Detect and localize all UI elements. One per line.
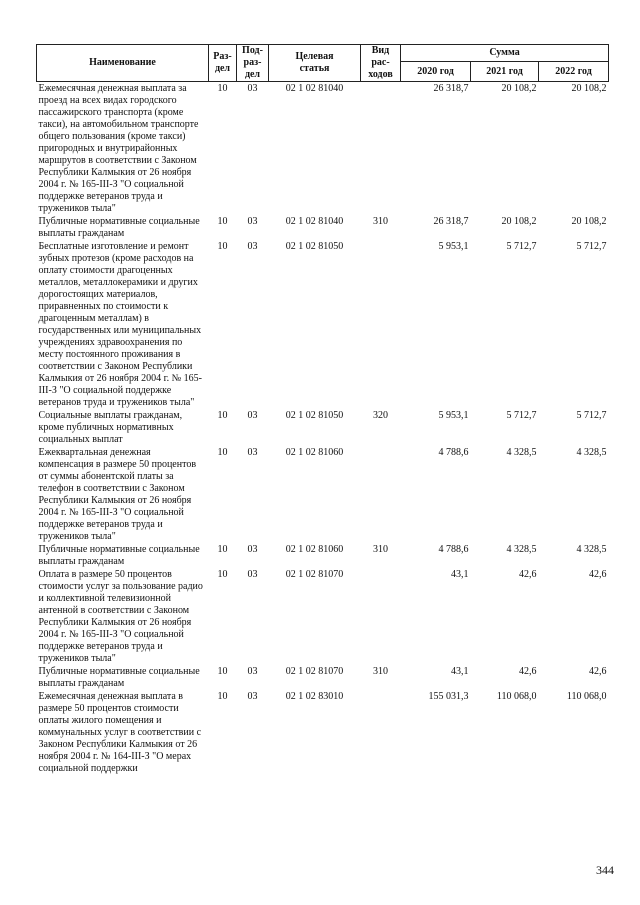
cell-podrazdel: 03 [247, 241, 258, 252]
table-row [37, 446, 609, 543]
cell-podrazdel: 03 [247, 691, 258, 702]
cell-vid [361, 568, 401, 665]
cell-2020: 5 953,1 [438, 241, 469, 252]
cell-vid: 310 [373, 544, 388, 555]
cell-podrazdel: 03 [247, 544, 258, 555]
cell-razdel: 10 [217, 447, 228, 458]
cell-target: 02 1 02 83010 [285, 691, 344, 702]
cell-name: Публичные нормативные социальные выплаты гражданам [38, 216, 200, 239]
table-row [37, 409, 609, 446]
cell-name: Ежемесячная денежная выплата в размере 50 процентов стоимости оплаты жилого помещения и коммунальных услуг в соответствии с Законом Республики Калмыкия от 26 ноября 2004 г. № 164-III-З "О мерах социальной поддержки [38, 691, 202, 774]
cell-2022: 42,6 [589, 666, 607, 677]
cell-razdel: 10 [217, 544, 228, 555]
cell-name: Социальные выплаты гражданам, кроме публичных нормативных социальных выплат [38, 410, 183, 445]
table-row [37, 543, 609, 568]
cell-vid: 310 [373, 666, 388, 677]
cell-target: 02 1 02 81040 [285, 216, 344, 227]
header-podrazdel: Под- раз- дел [237, 45, 269, 82]
header-name: Наименование [37, 45, 209, 82]
header-razdel: Раз- дел [209, 45, 237, 82]
cell-2022: 5 712,7 [576, 241, 607, 252]
cell-target: 02 1 02 81050 [285, 241, 344, 252]
cell-vid: 320 [373, 410, 388, 421]
cell-2021: 110 068,0 [496, 691, 537, 702]
cell-2021: 4 328,5 [506, 447, 537, 458]
cell-target: 02 1 02 81060 [285, 447, 344, 458]
cell-name: Публичные нормативные социальные выплаты гражданам [38, 666, 200, 689]
cell-razdel: 10 [217, 83, 228, 94]
cell-podrazdel: 03 [247, 666, 258, 677]
cell-target: 02 1 02 81070 [285, 569, 344, 580]
cell-razdel: 10 [217, 410, 228, 421]
cell-razdel: 10 [217, 666, 228, 677]
cell-2020: 4 788,6 [438, 447, 469, 458]
table-row [37, 82, 609, 216]
cell-razdel: 10 [217, 691, 228, 702]
cell-razdel: 10 [217, 241, 228, 252]
cell-target: 02 1 02 81040 [285, 83, 344, 94]
cell-name: Оплата в размере 50 процентов стоимости услуг за пользование радио и коллективной телевизионной антенной в соответствии с Законом Республики Калмыкия от 26 ноября 2004 г. № 165-III-З "О социальной поддержке ветеранов труда и тружеников тыла" [38, 569, 203, 664]
cell-name: Бесплатные изготовление и ремонт зубных протезов (кроме расходов на оплату стоимости драгоценных металлов, металлокерамики и других дорогостоящих материалов, приравненных по стоимости к драгоценным металлам) в государственных или муниципальных учреждениях здравоохранения по месту постоянного проживания в соответствии с Законом Республики Калмыкия от 26 ноября 2004 г. № 165-III-З "О социальной поддержке ветеранов труда и тружеников тыла" [38, 241, 202, 408]
cell-vid [361, 690, 401, 775]
cell-podrazdel: 03 [247, 216, 258, 227]
cell-2022: 5 712,7 [576, 410, 607, 421]
cell-name: Публичные нормативные социальные выплаты гражданам [38, 544, 200, 567]
cell-2020: 155 031,3 [428, 691, 469, 702]
cell-2020: 43,1 [451, 666, 469, 677]
cell-vid [361, 240, 401, 409]
cell-podrazdel: 03 [247, 569, 258, 580]
cell-2021: 5 712,7 [506, 241, 537, 252]
cell-2022: 4 328,5 [576, 447, 607, 458]
cell-2020: 26 318,7 [433, 83, 469, 94]
table-row [37, 690, 609, 775]
cell-name: Ежемесячная денежная выплата за проезд на всех видах городского пассажирского транспорта (кроме такси), на автомобильном транспорте общего пользования (кроме такси) пригородных и внутрирайонных маршрутов в соответствии с Законом Республики Калмыкия от 26 ноября 2004 г. № 165-III-З "О социальной поддержке ветеранов труда и тружеников тыла" [38, 83, 199, 214]
cell-razdel: 10 [217, 569, 228, 580]
budget-table [36, 44, 609, 775]
cell-2022: 42,6 [589, 569, 607, 580]
cell-name: Ежеквартальная денежная компенсация в размере 50 процентов от суммы абонентской платы за телефон в соответствии с Законом Республики Калмыкия от 26 ноября 2004 г. № 165-III-З "О социальной поддержке ветеранов труда и тружеников тыла" [38, 447, 197, 542]
cell-podrazdel: 03 [247, 447, 258, 458]
table-row [37, 240, 609, 409]
cell-2021: 20 108,2 [501, 216, 537, 227]
table-row [37, 215, 609, 240]
cell-2022: 20 108,2 [571, 83, 607, 94]
cell-2022: 20 108,2 [571, 216, 607, 227]
cell-podrazdel: 03 [247, 83, 258, 94]
header-2020: 2020 год [401, 62, 471, 82]
cell-2021: 5 712,7 [506, 410, 537, 421]
cell-2021: 4 328,5 [506, 544, 537, 555]
cell-target: 02 1 02 81070 [285, 666, 344, 677]
cell-2020: 4 788,6 [438, 544, 469, 555]
header-sum: Сумма [401, 45, 609, 62]
cell-2021: 20 108,2 [501, 83, 537, 94]
cell-podrazdel: 03 [247, 410, 258, 421]
cell-2020: 26 318,7 [433, 216, 469, 227]
cell-target: 02 1 02 81050 [285, 410, 344, 421]
cell-vid [361, 82, 401, 216]
cell-2021: 42,6 [519, 666, 537, 677]
cell-vid: 310 [373, 216, 388, 227]
header-2022: 2022 год [539, 62, 609, 82]
header-vid: Вид рас- ходов [361, 45, 401, 82]
page-number: 344 [596, 863, 614, 877]
cell-2020: 5 953,1 [438, 410, 469, 421]
cell-vid [361, 446, 401, 543]
table-row [37, 568, 609, 665]
cell-target: 02 1 02 81060 [285, 544, 344, 555]
header-2021: 2021 год [471, 62, 539, 82]
cell-razdel: 10 [217, 216, 228, 227]
cell-2022: 4 328,5 [576, 544, 607, 555]
cell-2022: 110 068,0 [566, 691, 607, 702]
table-row [37, 665, 609, 690]
header-target: Целевая статья [269, 45, 361, 82]
cell-2020: 43,1 [451, 569, 469, 580]
cell-2021: 42,6 [519, 569, 537, 580]
